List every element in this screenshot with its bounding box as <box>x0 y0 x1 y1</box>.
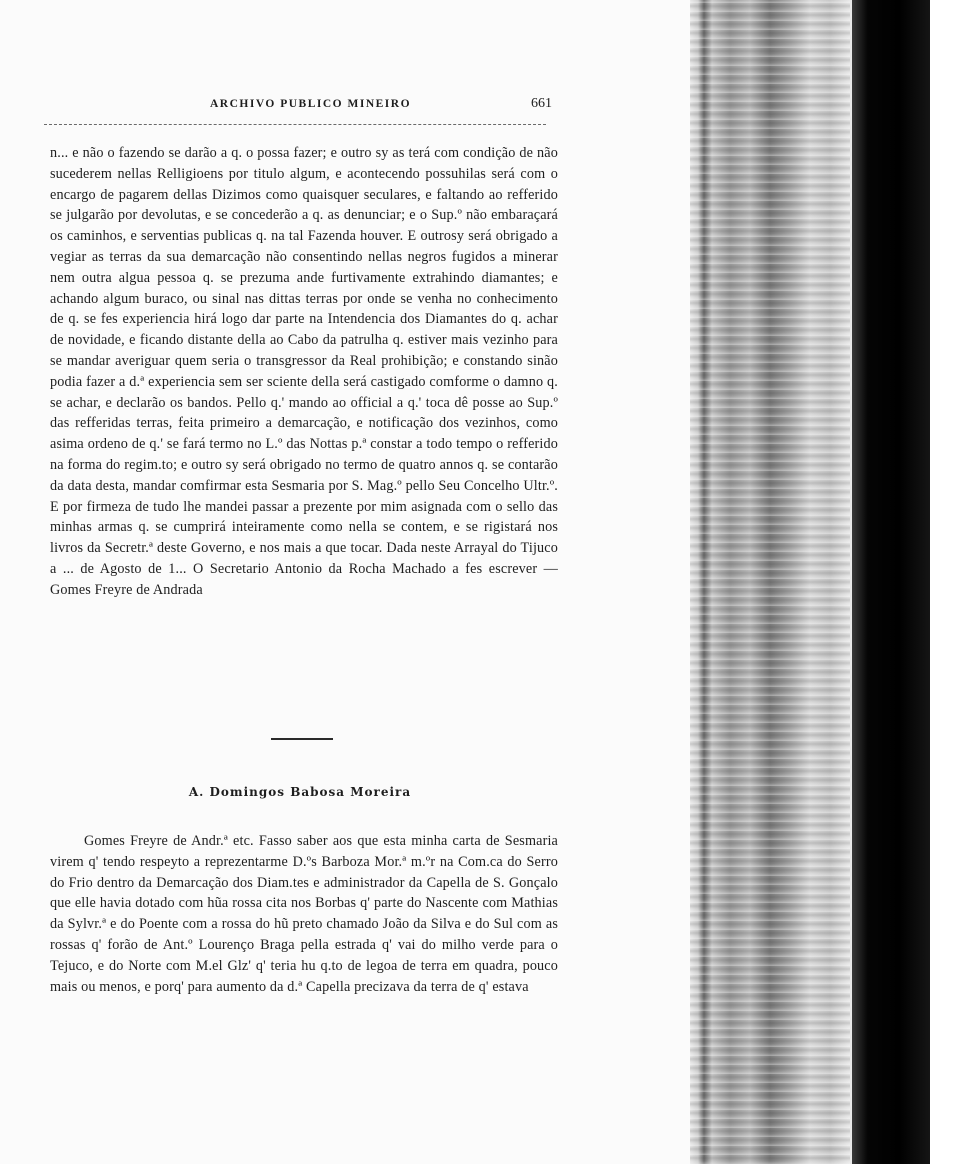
page-number: 661 <box>531 96 552 111</box>
header-divider <box>44 124 546 125</box>
section-heading: A. Domingos Babosa Moreira <box>188 785 412 799</box>
running-header <box>50 96 560 116</box>
book-binding-gutter <box>690 0 976 1164</box>
section-divider <box>271 738 333 740</box>
binding-shadow <box>852 0 930 1164</box>
running-title: ARCHIVO PUBLICO MINEIRO <box>210 98 412 110</box>
page-edge <box>930 0 976 1164</box>
body-paragraph-2: Gomes Freyre de Andr.ª etc. Fasso saber aos que esta minha carta de Sesmaria virem q' tendo respeyto a reprezentarme D.ºs Barboza Mor.ª m.ºr na Com.ca do Serro do Frio dentro da Demarcação dos Diam.tes e administrador da Capella de S. Gonçalo que elle havia dotado com hũa rossa cita nos Borbas q' parte do Nascente com Mathias da Sylvr.ª e do Poente com a rossa do hũ preto chamado João da Silva e do Sul com as rossas q' forão de Ant.º Lourenço Braga pella estrada q' vai do milho verde para o Tejuco, e do Norte com M.el Glz' q' teria hu q.to de legoa de terra em quadra, pouco mais ou menos, e porq' para aumento da d.ª Capella precizava da terra de q' estava <box>50 833 558 995</box>
body-paragraph: n... e não o fazendo se darão a q. o possa fazer; e outro sy as terá com condição de não sucederem nellas Relligioens por titulo algum, e acontecendo possuhilas será com o encargo de pagarem dellas Dizimos como quaisquer seculares, e faltando ao refferido se julgarão por devolutas, e se concederão a q. as denunciar; e o Sup.º não embaraçará os caminhos, e serventias publicas q. na tal Fazenda houver. E outrosy será obrigado a vegiar as terras da sua demarcação não consentindo nellas negros fugidos a minerar nem outra algua pessoa q. se prezuma ande furtivamente extrahindo diamantes; e achando algum buraco, ou sinal nas dittas terras por onde se venha no conhecimento de q. se fes experiencia hirá logo dar parte na Intendencia dos Diamantes do q. achar de novidade, e ficando distante della ao Cabo da patrulha q. estiver mais vezinho para se mandar averiguar quem seria o transgressor da Real prohibição; e constando sinão podia fazer a d.ª experiencia sem ser sciente della será castigado comforme o damno q. se achar, e declarão os bandos. Pello q.' mando ao official a q.' toca dê posse ao Sup.º das refferidas terras, feita primeiro a demarcação, e notificação dos vezinhos, como asima ordeno de q.' se fará termo no L.º das Nottas p.ª constar a todo tempo o refferido na forma do regim.to; e outro sy será obrigado no termo de quatro annos q. se contarão da data desta, mandar comfirmar esta Sesmaria por S. Mag.º pello Seu Concelho Ultr.º. E por firmeza de tudo lhe mandei passar a prezente por mim asignada com o sello das minhas armas q. se cumprirá inteiramente como nella se contem, e se rigistará nos livros da Secretr.ª deste Governo, e nos mais a que tocar. Dada neste Arrayal do Tijuco a ... de Agosto de 1... O Secretario Antonio da Rocha Machado a fes escrever — Gomes Freyre de Andrada <box>50 145 558 598</box>
binding-texture <box>690 0 850 1164</box>
